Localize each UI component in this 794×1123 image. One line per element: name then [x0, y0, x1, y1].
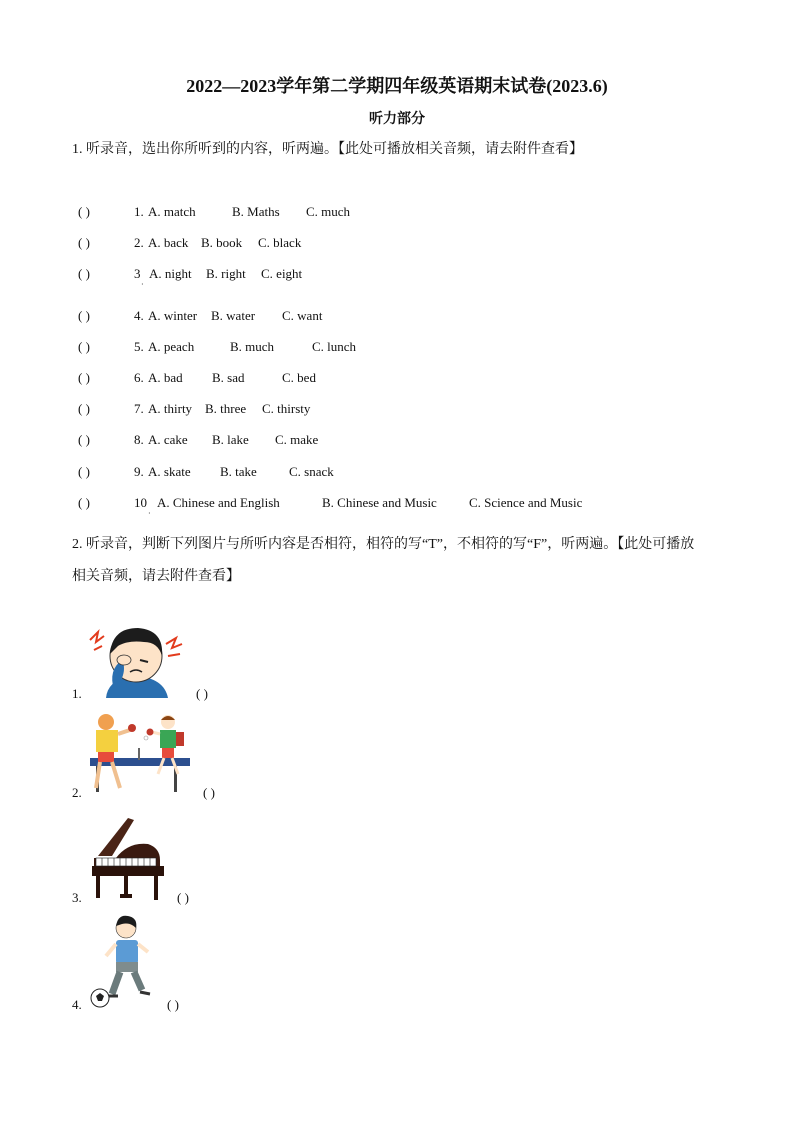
option-c: C. much	[306, 204, 351, 219]
table-tennis-icon	[86, 712, 196, 796]
item-number: 1.	[72, 686, 82, 701]
item-number: 4.	[134, 308, 144, 323]
option-c: C. bed	[282, 370, 316, 385]
option-b: B. Maths	[232, 204, 280, 219]
option-a: A. cake	[148, 432, 188, 447]
option-a: A. thirty	[148, 401, 193, 416]
option-c: C. snack	[289, 464, 334, 479]
exam-title: 2022—2023学年第二学期四年级英语期末试卷(2023.6)	[186, 76, 608, 96]
piano-icon	[88, 814, 168, 902]
picture-row-2	[72, 785, 372, 805]
answer-paren: ( )	[196, 686, 208, 701]
item-number: 1.	[134, 204, 144, 219]
answer-paren: ( )	[78, 495, 90, 510]
option-b: B. Chinese and Music	[322, 495, 437, 510]
option-a: A. match	[148, 204, 196, 219]
item-number: 8.	[134, 432, 144, 447]
option-c: C. eight	[261, 266, 303, 281]
answer-paren: ( )	[78, 235, 90, 250]
item-number: 2.	[134, 235, 144, 250]
item-number: 7.	[134, 401, 144, 416]
option-b: B. right	[206, 266, 246, 281]
answer-paren: ( )	[78, 401, 90, 416]
item-number: 9.	[134, 464, 144, 479]
picture-row-1	[72, 686, 372, 706]
answer-paren: ( )	[78, 266, 90, 281]
option-a: A. back	[148, 235, 189, 250]
item-number: 10	[134, 495, 147, 510]
answer-paren: ( )	[167, 997, 179, 1012]
option-c: C. Science and Music	[469, 495, 583, 510]
option-a: A. bad	[148, 370, 183, 385]
option-c: C. black	[258, 235, 302, 250]
item-number: 2.	[72, 785, 82, 800]
option-b: B. lake	[212, 432, 249, 447]
item-number: 3.	[72, 890, 82, 905]
option-b: B. three	[205, 401, 247, 416]
period-mark: ·	[148, 509, 151, 518]
picture-row-4	[72, 997, 372, 1017]
option-b: B. much	[230, 339, 275, 354]
football-boy-icon	[88, 914, 158, 1010]
answer-paren: ( )	[203, 785, 215, 800]
question-2-instruction-line2: 相关音频，请去附件查看】	[72, 569, 240, 584]
period-mark: ·	[141, 280, 144, 289]
option-b: B. sad	[212, 370, 245, 385]
picture-row-3	[72, 890, 372, 910]
answer-paren: ( )	[78, 204, 90, 219]
item-number: 4.	[72, 997, 82, 1012]
option-a: A. winter	[148, 308, 198, 323]
question-1-instruction: 1. 听录音，选出你所听到的内容，听两遍。【此处可播放相关音频，请去附件查看】	[72, 142, 583, 157]
item-number: 6.	[134, 370, 144, 385]
question-2-instruction-line1: 2. 听录音，判断下列图片与所听内容是否相符，相符的写“T”，不相符的写“F”，听两遍。【此处可播放	[72, 537, 695, 552]
option-c: C. make	[275, 432, 319, 447]
option-a: A. Chinese and English	[157, 495, 280, 510]
answer-paren: ( )	[177, 890, 189, 905]
option-b: B. take	[220, 464, 257, 479]
answer-paren: ( )	[78, 339, 90, 354]
item-number: 5.	[134, 339, 144, 354]
option-a: A. peach	[148, 339, 195, 354]
item-number: 3	[134, 266, 141, 281]
answer-paren: ( )	[78, 464, 90, 479]
option-b: B. water	[211, 308, 256, 323]
option-c: C. lunch	[312, 339, 357, 354]
answer-paren: ( )	[78, 370, 90, 385]
option-c: C. want	[282, 308, 323, 323]
option-a: A. skate	[148, 464, 191, 479]
option-a: A. night	[149, 266, 192, 281]
answer-paren: ( )	[78, 432, 90, 447]
option-b: B. book	[201, 235, 243, 250]
option-c: C. thirsty	[262, 401, 311, 416]
section-title-listening: 听力部分	[369, 112, 425, 127]
answer-paren: ( )	[78, 308, 90, 323]
